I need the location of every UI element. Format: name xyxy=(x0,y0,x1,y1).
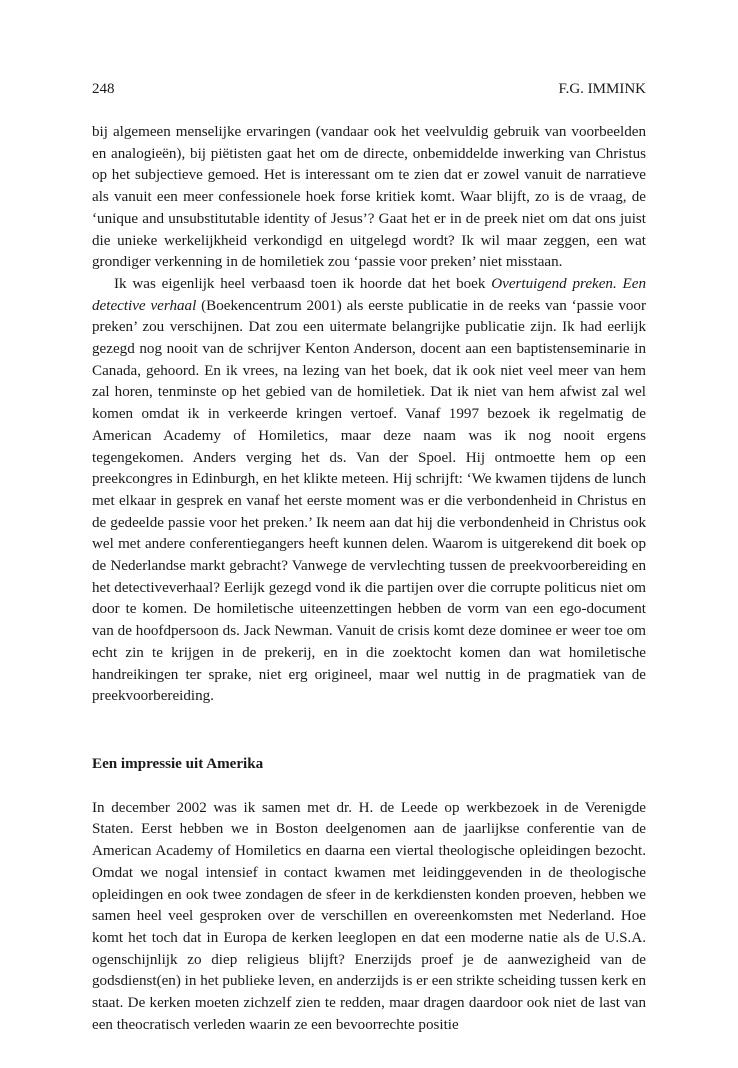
section-heading: Een impressie uit Amerika xyxy=(92,755,264,772)
paragraph-2-start: Ik was eigenlijk heel verbaasd toen ik hoorde dat het boek xyxy=(114,275,492,292)
paragraph-2 xyxy=(92,274,646,708)
paragraph-1: bij algemeen menselijke ervaringen (vandaar ook het veelvuldig gebruik van voorbeelden en analogieën), bij piëtisten gaat het om de directe, onbemiddelde inwerking van Christus op het subjectieve gemoed. Het is interessant om te zien dat er zowel vanuit de narratieve als vanuit een meer confessionele hoek forse kritiek komt. Waar blijft, zo is de vraag, de ‘unique and unsubstitutable identity of Jesus’? Gaat het er in de preek niet om dat ons juist die unieke werkelijkheid verkondigd en uitgelegd wordt? Ik wil maar zeggen, een wat grondiger verkenning in de homiletiek zou ‘passie voor preken’ niet misstaan. xyxy=(92,124,646,271)
paragraph-3: In december 2002 was ik samen met dr. H. de Leede op werkbezoek in de Verenigde Staten. Eerst hebben we in Boston deelgenomen aan de jaarlijkse conferentie van de American Academy of Homiletics en daarna een viertal theologische opleidingen bezocht. Omdat we nogal intensief in contact kwamen met leidinggevenden in de theologische opleidingen en ook twee zondagen de sfeer in de kerkdiensten konden proeven, hebben we samen heel veel gesproken over de verschillen en overeenkomsten met Nederland. Hoe komt het toch dat in Europa de kerken leeglopen en dat een moderne natie als de U.S.A. ogenschijnlijk zo diep religieus blijft? Enerzijds proef je de aanwezigheid van de godsdienst(en) in het publieke leven, en anderzijds is er een strikte scheiding tussen kerk en staat. De kerken moeten zichzelf zien te redden, maar dragen daardoor ook niet de last van een theocratisch verleden waarin ze een bevoorrechte positie xyxy=(92,799,646,1033)
page-number: 248 xyxy=(92,81,115,97)
page-header xyxy=(92,78,646,100)
book-title: Overtuigend preken. Een detective verhaal xyxy=(92,275,646,314)
running-head: F.G. IMMINK xyxy=(558,81,646,97)
page-body xyxy=(92,122,646,1036)
paragraph-2-rest: (Boekencentrum 2001) als eerste publicatie in de reeks van ‘passie voor preken’ zou verschijnen. Dat zou een uitermate belangrijke publicatie zijn. Ik had eerlijk gezegd nog nooit van de schrijver Kenton Anderson, docent aan een baptistenseminarie in Canada, gehoord. En ik vrees, na lezing van het boek, dat ik ook niet veel meer van hem zal horen, tenminste op het gebied van de homiletiek. Dat ik niet van hem afwist zal wel komen omdat ik in verkeerde kringen vertoef. Vanaf 1997 bezoek ik regelmatig de American Academy of Homiletics, maar deze naam was ik nog nooit ergens tegengekomen. Anders verging het ds. Van der Spoel. Hij ontmoette hem op een preekcongres in Edinburgh, en het klikte meteen. Hij schrijft: ‘We kwamen tijdens de lunch met elkaar in gesprek en vanaf het eerste moment was er die verbondenheid in Christus en de gedeelde passie voor het preken.’ Ik neem aan dat hij die verbondenheid in Christus ook wel met andere conferentiegangers heeft kunnen delen. Waarom is uitgerekend dit boek op de Nederlandse markt gebracht? Vanwege de vervlechting tussen de preekvoorbereiding en het detectiveverhaal? Eerlijk gezegd vond ik die partijen over die corrupte politicus niet om door te komen. De homiletische uiteenzettingen hebben de vorm van een ego-document van de hoofdpersoon ds. Jack Newman. Vanuit de crisis komt deze dominee er weer toe om echt zin te krijgen in de prekerij, en in die zoektocht komen dan wat homiletische handreikingen ter sprake, niet erg origineel, maar wel nuttig in de pragmatiek van de preekvoorbereiding. xyxy=(92,297,646,705)
